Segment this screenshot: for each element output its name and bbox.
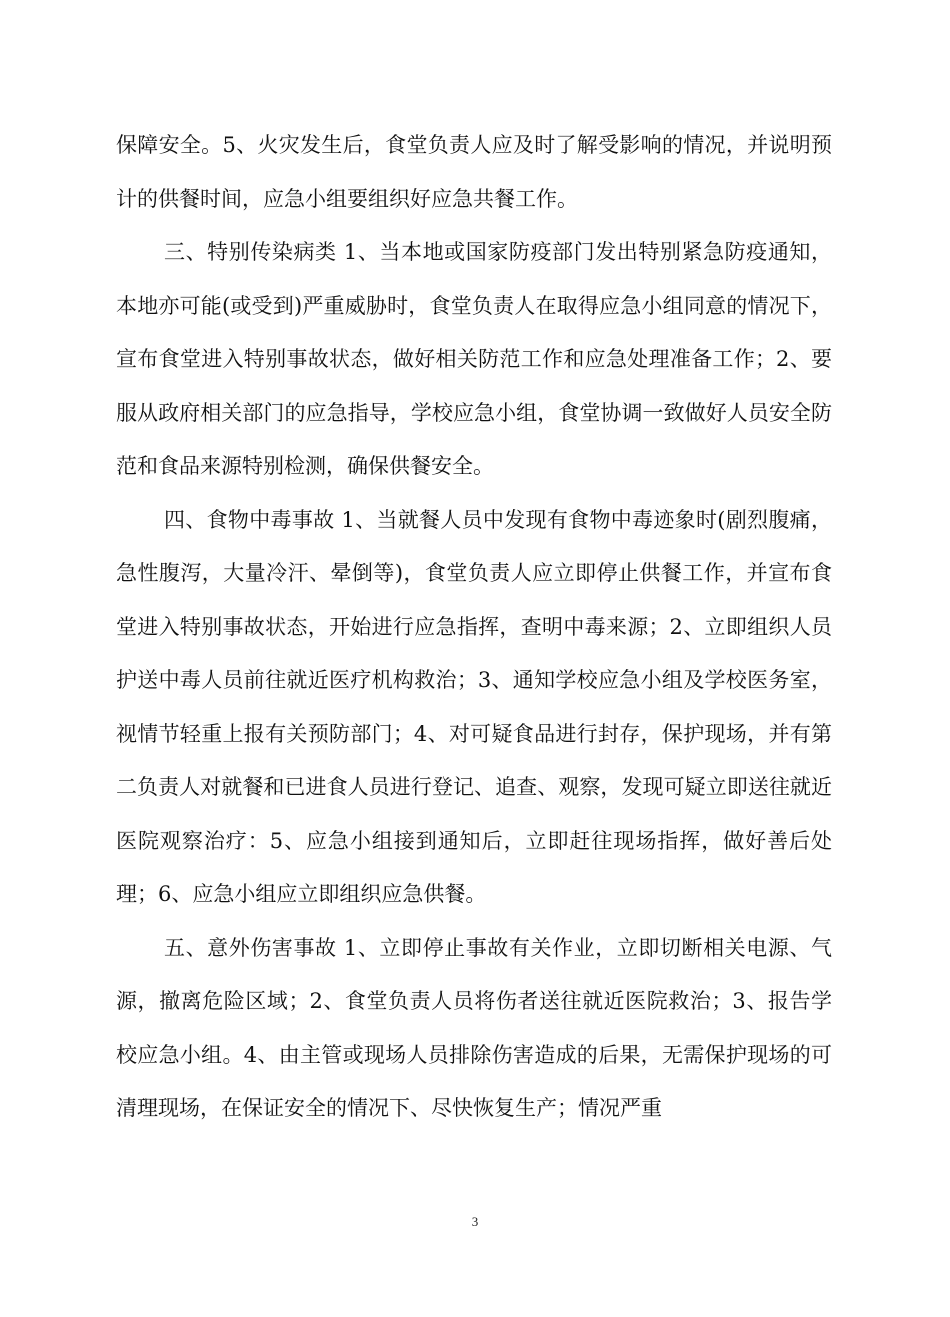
document-body xyxy=(116,119,832,1136)
paragraph-food-poisoning: 四、食物中毒事故 1、当就餐人员中发现有食物中毒迹象时(剧烈腹痛，急性腹泻，大量冷汗、晕倒等)，食堂负责人应立即停止供餐工作，并宣布食堂进入特别事故状态，开始进行应急指挥，查明中毒来源；2、立即组织人员护送中毒人员前往就近医疗机构救治；3、通知学校应急小组及学校医务室，视情节轻重上报有关预防部门；4、对可疑食品进行封存，保护现场，并有第二负责人对就餐和已进食人员进行登记、追查、观察，发现可疑立即送往就近医院观察治疗：5、应急小组接到通知后，立即赶往现场指挥，做好善后处理；6、应急小组应立即组织应急供餐。 xyxy=(116,507,832,906)
paragraph-accidental-injury: 五、意外伤害事故 1、立即停止事故有关作业，立即切断相关电源、气源，撤离危险区域；2、食堂负责人员将伤者送往就近医院救治；3、报告学校应急小组。4、由主管或现场人员排除伤害造成的后果，无需保护现场的可清理现场，在保证安全的情况下、尽快恢复生产；情况严重 xyxy=(116,935,832,1120)
paragraph-infectious-disease: 三、特别传染病类 1、当本地或国家防疫部门发出特别紧急防疫通知，本地亦可能(或受到)严重威胁时，食堂负责人在取得应急小组同意的情况下，宣布食堂进入特别事故状态，做好相关防范工作和应急处理准备工作；2、要服从政府相关部门的应急指导，学校应急小组，食堂协调一致做好人员安全防范和食品来源特别检测，确保供餐安全。 xyxy=(116,240,832,478)
paragraph-fire-continuation: 保障安全。5、火灾发生后，食堂负责人应及时了解受影响的情况，并说明预计的供餐时间，应急小组要组织好应急共餐工作。 xyxy=(116,133,832,211)
page-number: 3 xyxy=(471,1214,479,1229)
